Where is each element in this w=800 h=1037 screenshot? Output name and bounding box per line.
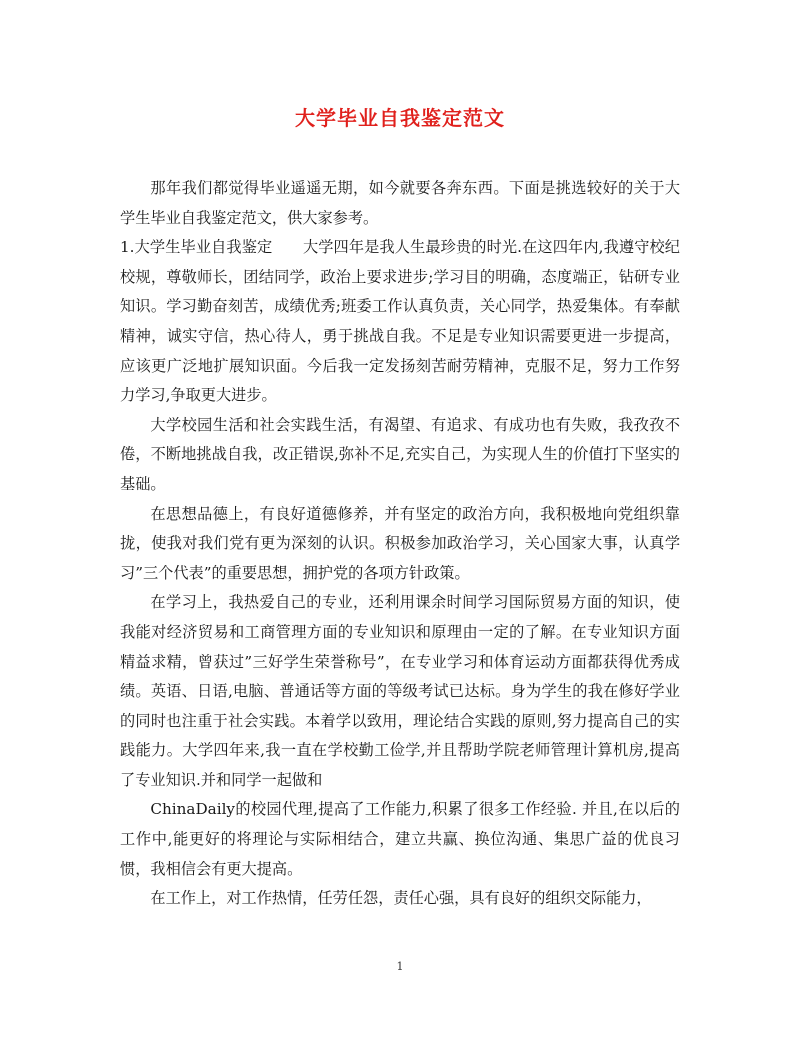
paragraph-moral: 在思想品德上，有良好道德修养，并有坚定的政治方向，我积极地向党组织靠拢，使我对我们党有更为深刻的认识。积极参加政治学习，关心国家大事，认真学习”三个代表”的重要思想，拥护党的各项方针政策。: [120, 504, 680, 582]
paragraph-study: 在学习上，我热爱自己的专业，还利用课余时间学习国际贸易方面的知识，使我能对经济贸易和工商管理方面的专业知识和原理由一定的了解。在专业知识方面精益求精，曾获过”三好学生荣誉称号”，在专业学习和体育运动方面都获得优秀成绩。英语、日语,电脑、普通话等方面的等级考试已达标。身为学生的我在修好学业的同时也注重于社会实践。本着学以致用，理论结合实践的原则,努力提高自己的实践能力。大学四年来,我一直在学校勤工俭学,并且帮助学院老师管理计算机房,提高了专业知识.并和同学一起做和: [120, 593, 680, 789]
paragraph-section-1: 1.大学生毕业自我鉴定 大学四年是我人生最珍贵的时光.在这四年内,我遵守校纪校规，尊敬师长，团结同学，政治上要求进步;学习目的明确，态度端正，钻研专业知识。学习勤奋刻苦，成绩优秀;班委工作认真负责，关心同学，热爱集体。有奉献精神，诚实守信，热心待人，勇于挑战自我。不足是专业知识需要更进一步提高，应该更广泛地扩展知识面。今后我一定发扬刻苦耐劳精神，克服不足，努力工作努力学习,争取更大进步。: [120, 238, 680, 405]
paragraph-chinadaily: ChinaDaily的校园代理,提高了工作能力,积累了很多工作经验. 并且,在以后的工作中,能更好的将理论与实际相结合，建立共赢、换位沟通、集思广益的优良习惯，我相信会有更大提高。: [120, 800, 680, 878]
document-body: [120, 174, 680, 914]
paragraph-intro: 那年我们都觉得毕业遥遥无期，如今就要各奔东西。下面是挑选较好的关于大学生毕业自我鉴定范文，供大家参考。: [120, 179, 680, 227]
document-title: 大学毕业自我鉴定范文: [295, 106, 505, 130]
paragraph-work: 在工作上，对工作热情，任劳任怨，责任心强，具有良好的组织交际能力，: [150, 889, 652, 908]
page-number: 1: [396, 960, 404, 973]
paragraph-campus-life: 大学校园生活和社会实践生活，有渴望、有追求、有成功也有失败，我孜孜不倦，不断地挑战自我，改正错误,弥补不足,充实自己，为实现人生的价值打下坚实的基础。: [120, 415, 680, 493]
